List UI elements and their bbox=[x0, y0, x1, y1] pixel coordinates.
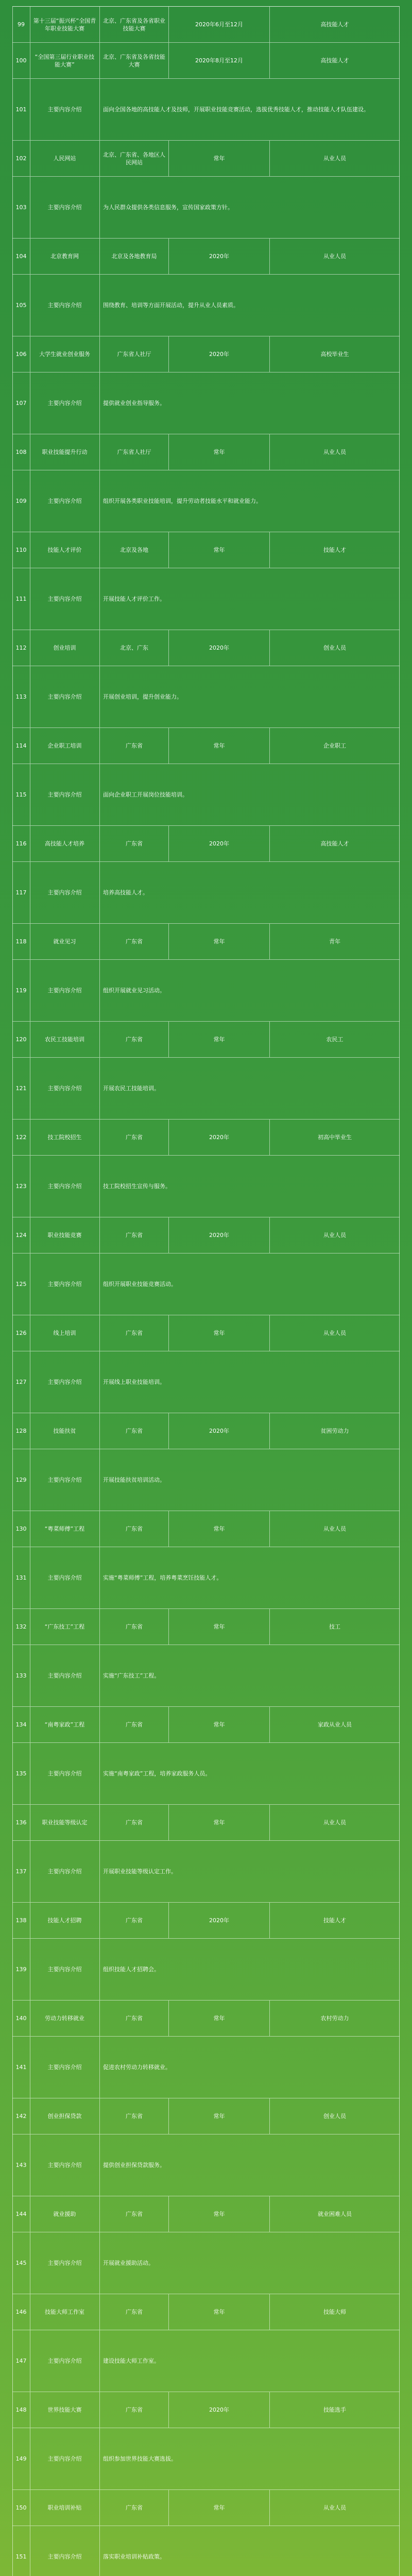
date-cell: 常年 bbox=[169, 1805, 270, 1840]
item-name-cell: 主要内容介绍 bbox=[30, 1645, 100, 1706]
row-index: 149 bbox=[12, 2428, 30, 2489]
organizer-cell: 广东省 bbox=[100, 1413, 169, 1449]
organizer-cell: 广东省 bbox=[100, 2196, 169, 2232]
row-index: 131 bbox=[12, 1547, 30, 1608]
table-row bbox=[12, 727, 400, 764]
target-cell: 从业人员 bbox=[323, 155, 346, 162]
item-name-cell: 世界技能大赛 bbox=[30, 2392, 100, 2428]
date-cell: 2020年 bbox=[169, 2392, 270, 2428]
item-name-cell: 人民网站 bbox=[30, 141, 100, 176]
date-cell: 常年 bbox=[169, 2490, 270, 2526]
organizer-cell: 北京、广东省及各省技能大赛 bbox=[100, 43, 169, 78]
table-row bbox=[12, 1938, 400, 2000]
table-row bbox=[12, 1315, 400, 1351]
row-index: 121 bbox=[12, 1058, 30, 1119]
row-index: 145 bbox=[12, 2232, 30, 2294]
row-index: 105 bbox=[12, 275, 30, 336]
item-name-cell: 第十三届“振兴杯”全国青年职业技能大赛 bbox=[30, 7, 100, 42]
item-name-cell: 主要内容介绍 bbox=[30, 2330, 100, 2392]
date-cell: 常年 bbox=[169, 924, 270, 959]
table-row bbox=[12, 825, 400, 861]
row-index: 109 bbox=[12, 470, 30, 532]
item-name-cell: 就业援助 bbox=[30, 2196, 100, 2232]
item-name-cell: 职业技能提升行动 bbox=[30, 434, 100, 470]
organizer-cell: 广东省 bbox=[100, 2392, 169, 2428]
row-index: 140 bbox=[12, 2001, 30, 2036]
target-cell: 技能人才 bbox=[323, 547, 346, 553]
item-name-cell: 主要内容介绍 bbox=[30, 275, 100, 336]
table-row bbox=[12, 2330, 400, 2392]
date-cell: 2020年 bbox=[169, 1903, 270, 1938]
date-cell: 常年 bbox=[169, 1511, 270, 1547]
item-description-cell: 开展线上职业技能培训。 bbox=[103, 1379, 165, 1385]
item-name-cell: 主要内容介绍 bbox=[30, 2037, 100, 2098]
target-cell: 高技能人才 bbox=[320, 57, 349, 64]
item-name-cell: 劳动力转移就业 bbox=[30, 2001, 100, 2036]
date-cell: 常年 bbox=[169, 2196, 270, 2232]
item-name-cell: 主要内容介绍 bbox=[30, 862, 100, 923]
date-cell: 常年 bbox=[169, 728, 270, 764]
target-cell: 技工 bbox=[329, 1623, 340, 1630]
item-description-cell: 培养高技能人才。 bbox=[103, 889, 148, 896]
row-index: 133 bbox=[12, 1645, 30, 1706]
table-row bbox=[12, 372, 400, 434]
row-index: 118 bbox=[12, 924, 30, 959]
date-cell: 2020年8月至12月 bbox=[169, 43, 270, 78]
item-description-cell: 落实职业培训补贴政策。 bbox=[103, 2553, 165, 2560]
row-index: 128 bbox=[12, 1413, 30, 1449]
date-cell: 2020年 bbox=[169, 1413, 270, 1449]
table-row bbox=[12, 1645, 400, 1706]
row-index: 147 bbox=[12, 2330, 30, 2392]
date-cell: 2020年 bbox=[169, 239, 270, 274]
item-name-cell: 高技能人才培养 bbox=[30, 826, 100, 861]
table-row bbox=[12, 1413, 400, 1449]
table-row bbox=[12, 1840, 400, 1902]
table-row bbox=[12, 1511, 400, 1547]
date-cell: 常年 bbox=[169, 532, 270, 568]
target-cell: 就业困难人员 bbox=[318, 2211, 352, 2217]
organizer-cell: 广东省人社厅 bbox=[100, 336, 169, 372]
item-name-cell: 主要内容介绍 bbox=[30, 79, 100, 140]
organizer-cell: 广东省 bbox=[100, 1217, 169, 1253]
item-description-cell: 实施“南粤家政”工程，培养家政服务人员。 bbox=[103, 1770, 211, 1777]
item-name-cell: “南粤家政”工程 bbox=[30, 1707, 100, 1742]
table-row bbox=[12, 2098, 400, 2134]
target-cell: 从业人员 bbox=[323, 2504, 346, 2511]
table-row bbox=[12, 434, 400, 470]
table-row bbox=[12, 568, 400, 630]
row-index: 110 bbox=[12, 532, 30, 568]
row-index: 135 bbox=[12, 1743, 30, 1804]
item-description-cell: 围绕教育、培训等方面开展活动，提升从业人员素质。 bbox=[103, 302, 239, 309]
item-name-cell: 主要内容介绍 bbox=[30, 1449, 100, 1511]
table-row bbox=[12, 1804, 400, 1840]
organizer-cell: 广东省 bbox=[100, 2001, 169, 2036]
item-description-cell: 组织参加世界技能大赛选拔。 bbox=[103, 2455, 177, 2462]
organizer-cell: 北京及各地 bbox=[100, 532, 169, 568]
organizer-cell: 广东省 bbox=[100, 1315, 169, 1351]
item-name-cell: 主要内容介绍 bbox=[30, 1939, 100, 2000]
organizer-cell: 北京、广东 bbox=[100, 630, 169, 666]
item-name-cell: 主要内容介绍 bbox=[30, 2428, 100, 2489]
row-index: 120 bbox=[12, 1022, 30, 1057]
item-description-cell: 面向全国各地的高技能人才及技师，开展职业技能竞赛活动，选拔优秀技能人才，推动技能人才队伍建设。 bbox=[103, 106, 369, 113]
table-row bbox=[12, 1547, 400, 1608]
row-index: 113 bbox=[12, 666, 30, 727]
table-row bbox=[12, 1706, 400, 1742]
table-row bbox=[12, 666, 400, 727]
item-name-cell: 技工院校招生 bbox=[30, 1120, 100, 1155]
item-name-cell: 主要内容介绍 bbox=[30, 2526, 100, 2576]
item-name-cell: 职业培训补贴 bbox=[30, 2490, 100, 2526]
row-index: 148 bbox=[12, 2392, 30, 2428]
row-index: 150 bbox=[12, 2490, 30, 2526]
date-cell: 常年 bbox=[169, 1315, 270, 1351]
table-row bbox=[12, 2232, 400, 2294]
item-description-cell: 为人民群众提供各类信息服务，宣传国家政策方针。 bbox=[103, 204, 233, 211]
table-row bbox=[12, 2489, 400, 2526]
row-index: 108 bbox=[12, 434, 30, 470]
organizer-cell: 广东省 bbox=[100, 1609, 169, 1645]
item-name-cell: 主要内容介绍 bbox=[30, 372, 100, 434]
date-cell: 常年 bbox=[169, 2001, 270, 2036]
row-index: 122 bbox=[12, 1120, 30, 1155]
row-index: 119 bbox=[12, 960, 30, 1021]
row-index: 107 bbox=[12, 372, 30, 434]
item-name-cell: “全国第三届行业职业技能大赛” bbox=[30, 43, 100, 78]
table-row bbox=[12, 2526, 400, 2576]
item-description-cell: 提供就业创业指导服务。 bbox=[103, 400, 165, 406]
item-description-cell: 开展技能人才评价工作。 bbox=[103, 596, 165, 602]
date-cell: 2020年 bbox=[169, 336, 270, 372]
item-name-cell: “广东技工”工程 bbox=[30, 1609, 100, 1645]
row-index: 129 bbox=[12, 1449, 30, 1511]
organizer-cell: 广东省 bbox=[100, 2294, 169, 2330]
item-description-cell: 组织开展就业见习活动。 bbox=[103, 987, 165, 994]
table-row bbox=[12, 1742, 400, 1804]
item-name-cell: 主要内容介绍 bbox=[30, 1058, 100, 1119]
target-cell: 创业人员 bbox=[323, 645, 346, 651]
item-name-cell: 农民工技能培训 bbox=[30, 1022, 100, 1057]
item-description-cell: 开展技能扶贫培训活动。 bbox=[103, 1477, 165, 1483]
item-description-cell: 开展职业技能等级认定工作。 bbox=[103, 1868, 177, 1875]
table-row bbox=[12, 1449, 400, 1511]
organizer-cell: 广东省 bbox=[100, 1511, 169, 1547]
item-name-cell: 创业培训 bbox=[30, 630, 100, 666]
row-index: 100 bbox=[12, 43, 30, 78]
organizer-cell: 广东省 bbox=[100, 1707, 169, 1742]
date-cell: 常年 bbox=[169, 141, 270, 176]
table-row bbox=[12, 176, 400, 238]
row-index: 136 bbox=[12, 1805, 30, 1840]
row-index: 117 bbox=[12, 862, 30, 923]
date-cell: 2020年 bbox=[169, 826, 270, 861]
organizer-cell: 广东省 bbox=[100, 826, 169, 861]
item-description-cell: 开展创业培训，提升创业能力。 bbox=[103, 693, 182, 700]
target-cell: 家政从业人员 bbox=[318, 1721, 352, 1728]
item-name-cell: 主要内容介绍 bbox=[30, 2134, 100, 2196]
table-row bbox=[12, 1351, 400, 1413]
row-index: 144 bbox=[12, 2196, 30, 2232]
target-cell: 技能大师 bbox=[323, 2309, 346, 2315]
item-name-cell: 技能人才招聘 bbox=[30, 1903, 100, 1938]
target-cell: 创业人员 bbox=[323, 2113, 346, 2120]
item-description-cell: 提供创业担保贷款服务。 bbox=[103, 2162, 165, 2168]
table-row bbox=[12, 1253, 400, 1315]
organizer-cell: 广东省 bbox=[100, 924, 169, 959]
row-index: 141 bbox=[12, 2037, 30, 2098]
item-name-cell: 主要内容介绍 bbox=[30, 1351, 100, 1413]
target-cell: 从业人员 bbox=[323, 1819, 346, 1826]
item-name-cell: 主要内容介绍 bbox=[30, 1841, 100, 1902]
target-cell: 从业人员 bbox=[323, 1232, 346, 1239]
item-name-cell: 大学生就业创业服务 bbox=[30, 336, 100, 372]
target-cell: 从业人员 bbox=[323, 449, 346, 455]
table-row bbox=[12, 2196, 400, 2232]
row-index: 123 bbox=[12, 1156, 30, 1217]
item-name-cell: 就业见习 bbox=[30, 924, 100, 959]
date-cell: 常年 bbox=[169, 1022, 270, 1057]
organizer-cell: 广东省 bbox=[100, 1022, 169, 1057]
date-cell: 2020年 bbox=[169, 1217, 270, 1253]
table-row bbox=[12, 1902, 400, 1938]
item-name-cell: 技能扶贫 bbox=[30, 1413, 100, 1449]
row-index: 125 bbox=[12, 1253, 30, 1315]
row-index: 126 bbox=[12, 1315, 30, 1351]
item-name-cell: 主要内容介绍 bbox=[30, 1253, 100, 1315]
row-index: 103 bbox=[12, 177, 30, 238]
item-description-cell: 开展农民工技能培训。 bbox=[103, 1085, 160, 1092]
table-row bbox=[12, 78, 400, 140]
item-name-cell: 主要内容介绍 bbox=[30, 2232, 100, 2294]
row-index: 132 bbox=[12, 1609, 30, 1645]
organizer-cell: 广东省 bbox=[100, 2490, 169, 2526]
table-row bbox=[12, 2428, 400, 2489]
target-cell: 高技能人才 bbox=[320, 21, 349, 28]
date-cell: 2020年 bbox=[169, 630, 270, 666]
item-name-cell: 主要内容介绍 bbox=[30, 666, 100, 727]
table-row bbox=[12, 1119, 400, 1155]
target-cell: 从业人员 bbox=[323, 253, 346, 260]
target-cell: 从业人员 bbox=[323, 1526, 346, 1532]
date-cell: 常年 bbox=[169, 1609, 270, 1645]
target-cell: 技能人才 bbox=[323, 1917, 346, 1924]
date-cell: 2020年 bbox=[169, 1120, 270, 1155]
table-row bbox=[12, 1057, 400, 1119]
row-index: 114 bbox=[12, 728, 30, 764]
table-row bbox=[12, 42, 400, 78]
organizer-cell: 广东省 bbox=[100, 1805, 169, 1840]
target-cell: 技能选手 bbox=[323, 2406, 346, 2413]
item-description-cell: 技工院校招生宣传与服务。 bbox=[103, 1183, 171, 1190]
item-description-cell: 组织开展各类职业技能培训，提升劳动者技能水平和就业能力。 bbox=[103, 498, 262, 504]
item-name-cell: 北京教育网 bbox=[30, 239, 100, 274]
target-cell: 青年 bbox=[329, 938, 340, 945]
row-index: 101 bbox=[12, 79, 30, 140]
target-cell: 贫困劳动力 bbox=[320, 1428, 349, 1434]
item-name-cell: 主要内容介绍 bbox=[30, 960, 100, 1021]
row-index: 134 bbox=[12, 1707, 30, 1742]
table-row bbox=[12, 1608, 400, 1645]
item-name-cell: “粤菜师傅”工程 bbox=[30, 1511, 100, 1547]
row-index: 102 bbox=[12, 141, 30, 176]
date-cell: 常年 bbox=[169, 2098, 270, 2134]
row-index: 112 bbox=[12, 630, 30, 666]
organizer-cell: 北京、广东省、各地区人民网站 bbox=[100, 141, 169, 176]
table-row bbox=[12, 2392, 400, 2428]
table-row bbox=[12, 470, 400, 532]
table-row bbox=[12, 6, 400, 42]
item-name-cell: 主要内容介绍 bbox=[30, 177, 100, 238]
item-description-cell: 组织技能人才招聘会。 bbox=[103, 1966, 160, 1973]
item-name-cell: 主要内容介绍 bbox=[30, 764, 100, 825]
item-name-cell: 主要内容介绍 bbox=[30, 1743, 100, 1804]
row-index: 143 bbox=[12, 2134, 30, 2196]
organizer-cell: 广东省人社厅 bbox=[100, 434, 169, 470]
organizer-cell: 北京及各地教育局 bbox=[100, 239, 169, 274]
item-description-cell: 促进农村劳动力转移就业。 bbox=[103, 2064, 171, 2071]
row-index: 138 bbox=[12, 1903, 30, 1938]
table-row bbox=[12, 2000, 400, 2036]
row-index: 99 bbox=[12, 7, 30, 42]
date-cell: 常年 bbox=[169, 2294, 270, 2330]
table-row bbox=[12, 923, 400, 959]
item-name-cell: 职业技能竞赛 bbox=[30, 1217, 100, 1253]
target-cell: 初高中毕业生 bbox=[318, 1134, 352, 1141]
row-index: 106 bbox=[12, 336, 30, 372]
row-index: 104 bbox=[12, 239, 30, 274]
target-cell: 农村劳动力 bbox=[320, 2015, 349, 2022]
row-index: 116 bbox=[12, 826, 30, 861]
date-cell: 常年 bbox=[169, 1707, 270, 1742]
item-description-cell: 组织开展职业技能竞赛活动。 bbox=[103, 1281, 177, 1287]
table-row bbox=[12, 1155, 400, 1217]
item-name-cell: 创业担保贷款 bbox=[30, 2098, 100, 2134]
row-index: 124 bbox=[12, 1217, 30, 1253]
table-row bbox=[12, 2294, 400, 2330]
target-cell: 农民工 bbox=[326, 1036, 344, 1043]
date-cell: 常年 bbox=[169, 434, 270, 470]
item-name-cell: 职业技能等级认定 bbox=[30, 1805, 100, 1840]
table-row bbox=[12, 238, 400, 274]
target-cell: 高校毕业生 bbox=[320, 351, 349, 358]
row-index: 127 bbox=[12, 1351, 30, 1413]
row-index: 146 bbox=[12, 2294, 30, 2330]
table-row bbox=[12, 2036, 400, 2098]
table-row bbox=[12, 140, 400, 176]
row-index: 137 bbox=[12, 1841, 30, 1902]
item-description-cell: 实施“粤菜师傅”工程，培养粤菜烹饪技能人才。 bbox=[103, 1574, 222, 1581]
item-name-cell: 主要内容介绍 bbox=[30, 568, 100, 630]
row-index: 115 bbox=[12, 764, 30, 825]
item-description-cell: 建设技能大师工作室。 bbox=[103, 2358, 160, 2364]
organizer-cell: 广东省 bbox=[100, 1120, 169, 1155]
item-name-cell: 线上培训 bbox=[30, 1315, 100, 1351]
row-index: 111 bbox=[12, 568, 30, 630]
table-row bbox=[12, 1021, 400, 1057]
table-row bbox=[12, 764, 400, 825]
table-row bbox=[12, 1217, 400, 1253]
row-index: 151 bbox=[12, 2526, 30, 2576]
table-row bbox=[12, 959, 400, 1021]
table-row bbox=[12, 336, 400, 372]
item-description-cell: 开展就业援助活动。 bbox=[103, 2260, 154, 2266]
table-row bbox=[12, 2134, 400, 2196]
target-cell: 企业职工 bbox=[323, 742, 346, 749]
organizer-cell: 北京、广东省及各省职业技能大赛 bbox=[100, 7, 169, 42]
organizer-cell: 广东省 bbox=[100, 2098, 169, 2134]
organizer-cell: 广东省 bbox=[100, 1903, 169, 1938]
target-cell: 从业人员 bbox=[323, 1330, 346, 1336]
item-name-cell: 技能人才评价 bbox=[30, 532, 100, 568]
item-name-cell: 企业职工培训 bbox=[30, 728, 100, 764]
item-description-cell: 实施“广东技工”工程。 bbox=[103, 1672, 160, 1679]
target-cell: 高技能人才 bbox=[320, 840, 349, 847]
table-row bbox=[12, 274, 400, 336]
item-name-cell: 主要内容介绍 bbox=[30, 1156, 100, 1217]
item-name-cell: 主要内容介绍 bbox=[30, 1547, 100, 1608]
table-row bbox=[12, 861, 400, 923]
table-row bbox=[12, 532, 400, 568]
row-index: 142 bbox=[12, 2098, 30, 2134]
row-index: 130 bbox=[12, 1511, 30, 1547]
date-cell: 2020年6月至12月 bbox=[169, 7, 270, 42]
item-description-cell: 面向企业职工开展岗位技能培训。 bbox=[103, 791, 188, 798]
organizer-cell: 广东省 bbox=[100, 728, 169, 764]
item-name-cell: 技能大师工作室 bbox=[30, 2294, 100, 2330]
row-index: 139 bbox=[12, 1939, 30, 2000]
item-name-cell: 主要内容介绍 bbox=[30, 470, 100, 532]
table-row bbox=[12, 630, 400, 666]
